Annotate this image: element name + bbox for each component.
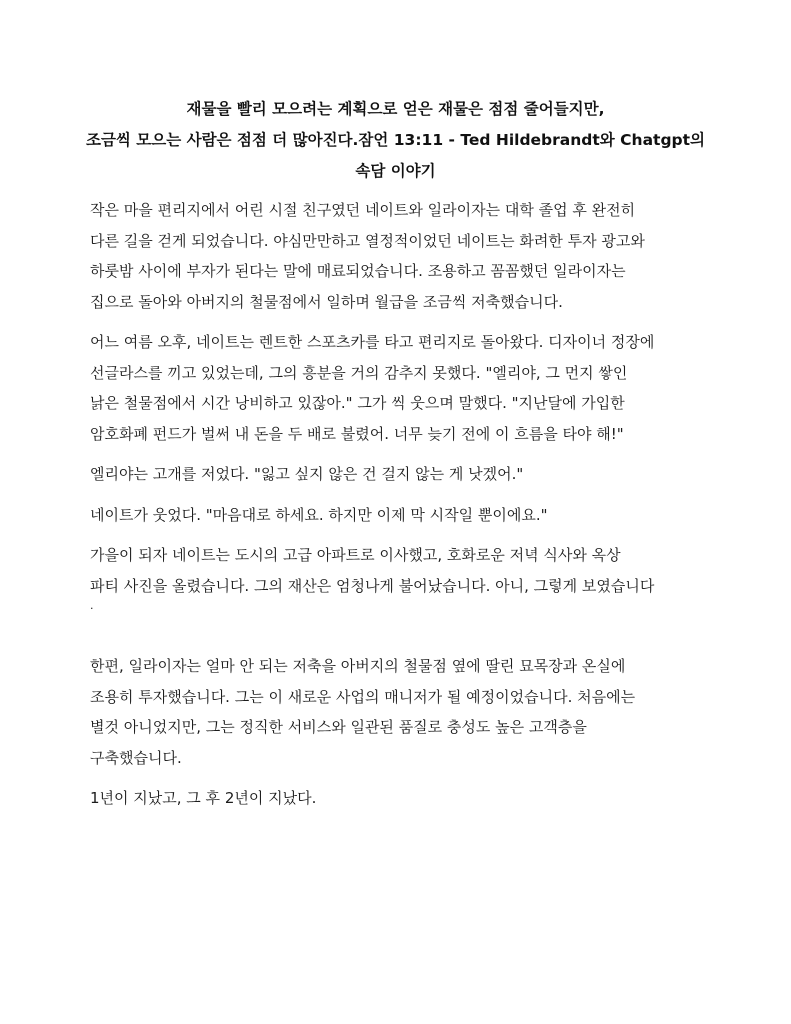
paragraph: [90, 783, 730, 814]
text-line: 1년이 지났고, 그 후 2년이 지났다.: [90, 789, 317, 807]
text-line: 조용히 투자했습니다. 그는 이 새로운 사업의 매니저가 될 예정이었습니다. 처음에는: [90, 687, 636, 706]
text-line: 작은 마을 편리지에서 어린 시절 친구였던 네이트와 일라이자는 대학 졸업 후 완전히: [90, 201, 636, 219]
text-line: 암호화폐 펀드가 벌써 내 돈을 두 배로 불렸어. 너무 늦기 전에 이 흐름을 타야 해!": [90, 424, 624, 443]
paragraph: [90, 195, 730, 317]
text-line: 한편, 일라이자는 얼마 안 되는 저축을 아버지의 철물점 옆에 딸린 묘목장과 온실에: [90, 657, 626, 675]
text-line: 선글라스를 끼고 있었는데, 그의 흥분을 거의 감추지 못했다. "엘리야, 그 먼지 쌓인: [90, 363, 628, 382]
paragraph: [90, 500, 730, 531]
text-line: 별것 아니었지만, 그는 정직한 서비스와 일관된 품질로 충성도 높은 고객층을: [90, 718, 587, 736]
title-line: 재물을 빨리 모으려는 계획으로 얻은 재물은 점점 줄어들지만,: [186, 100, 605, 118]
text-line: 엘리야는 고개를 저었다. "잃고 싶지 않은 건 걸지 않는 게 낫겠어.": [90, 465, 524, 483]
text-line: 낡은 철물점에서 시간 낭비하고 있잖아." 그가 씩 웃으며 말했다. "지난달에 가입한: [90, 394, 625, 412]
text-line: 구축했습니다.: [90, 748, 182, 767]
trailing-period: .: [90, 599, 94, 612]
text-line: 네이트가 웃었다. "마음대로 하세요. 하지만 이제 막 시작일 뿐이에요.": [90, 505, 548, 524]
text-line: 하룻밤 사이에 부자가 된다는 말에 매료되었습니다. 조용하고 꼼꼼했던 일라이자는: [90, 262, 626, 280]
title-line: 속담 이야기: [355, 162, 436, 180]
paragraph: [90, 540, 730, 611]
text-line: 파티 사진을 올렸습니다. 그의 재산은 엄청나게 불어났습니다. 아니, 그렇게 보였습니다: [90, 576, 655, 595]
text-line: 어느 여름 오후, 네이트는 렌트한 스포츠카를 타고 편리지로 돌아왔다. 디자이너 정장에: [90, 333, 655, 351]
paragraph: [90, 651, 730, 773]
paragraph: [90, 327, 730, 449]
text-line: 집으로 돌아와 아버지의 철물점에서 일하며 월급을 조금씩 저축했습니다.: [90, 292, 563, 311]
paragraph: [90, 459, 730, 490]
document-title: [60, 94, 731, 187]
title-line: 조금씩 모으는 사람은 점점 더 많아진다.잠언 13:11 - Ted Hildebrandt와 Chatgpt의: [85, 131, 706, 149]
text-line: 가을이 되자 네이트는 도시의 고급 아파트로 이사했고, 호화로운 저녁 식사와 옥상: [90, 546, 621, 564]
text-line: 다른 길을 걷게 되었습니다. 야심만만하고 열정적이었던 네이트는 화려한 투자 광고와: [90, 231, 645, 250]
document-body: [90, 195, 730, 824]
